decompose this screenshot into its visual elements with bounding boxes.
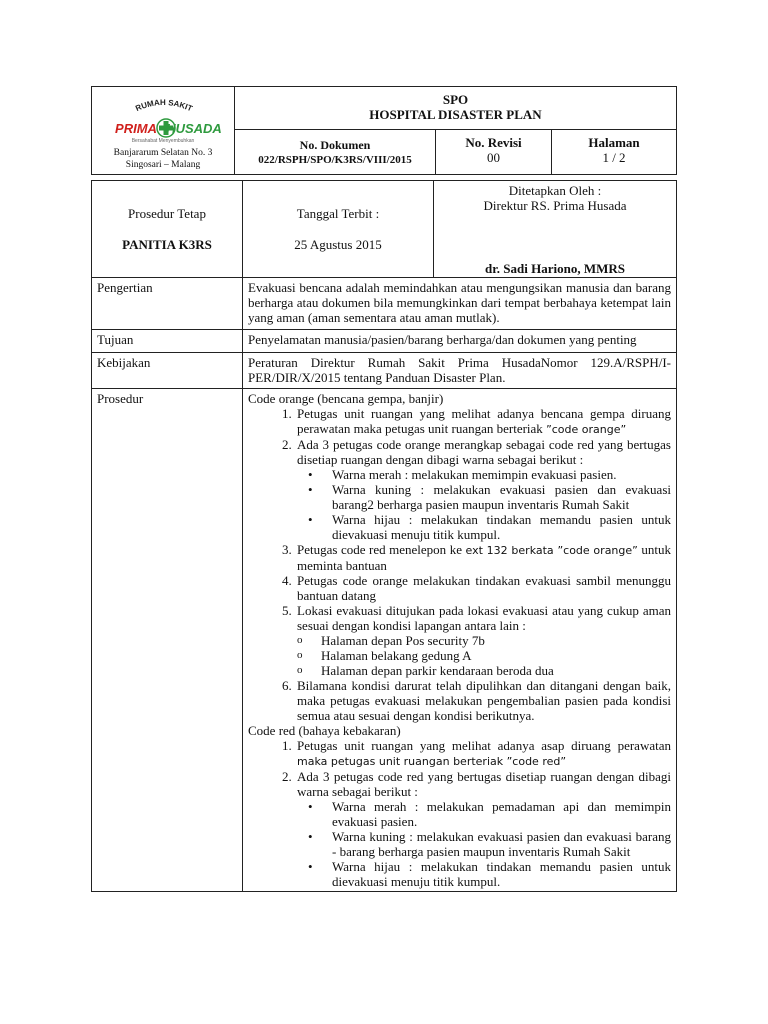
location-item: o Halaman depan Pos security 7b	[319, 633, 671, 648]
code-red-heading: Code red (bahaya kebakaran)	[248, 723, 401, 738]
list-item	[295, 437, 671, 542]
halaman-cell	[552, 130, 677, 175]
tanggal-value: 25 Agustus 2015	[294, 237, 382, 252]
logo-cell	[92, 87, 235, 175]
no-dokumen-cell	[235, 130, 436, 175]
tanggal-cell	[243, 181, 434, 278]
no-revisi-cell	[436, 130, 552, 175]
address-line-2: Singosari – Malang	[125, 160, 201, 170]
code-quote: ext 132 berkata ”code orange”	[465, 544, 638, 557]
list-item-text: Ada 3 petugas code orange merangkap sebagai code red yang bertugas disetiap ruangan dengan dibagi warna sebagai berikut :	[297, 437, 671, 467]
list-item: 6. Bilamana kondisi darurat telah dipulihkan dan ditangani dengan baik, maka petugas evakuasi melakukan pengembalian pasien pada kondisi semua atau sesuai dengan kondisi berikutnya.	[295, 678, 671, 723]
prosedur-label: Prosedur	[92, 389, 243, 892]
tujuan-label: Tujuan	[92, 330, 243, 353]
pengertian-label: Pengertian	[92, 278, 243, 330]
list-item	[295, 603, 671, 678]
logo-word-prima: PRIMA	[115, 121, 157, 136]
list-item-text: untuk meminta bantuan	[297, 542, 671, 573]
location-list	[297, 633, 671, 678]
kebijakan-label: Kebijakan	[92, 353, 243, 389]
meta-row	[92, 181, 677, 278]
code-quote: maka petugas unit ruangan berteriak ”code red”	[297, 755, 567, 768]
bullet-item: • Warna merah : melakukan pemadaman api dan memimpin evakuasi pasien.	[330, 799, 671, 829]
bullet-item: • Warna kuning : melakukan evakuasi pasien dan evakuasi barang2 berharga pasien maupun inventaris Rumah Sakit	[330, 482, 671, 512]
document-header	[91, 86, 677, 175]
hospital-logo	[102, 93, 224, 147]
doc-type: SPO	[442, 92, 469, 107]
list-item-text: Lokasi evakuasi ditujukan pada lokasi evakuasi atau yang cukup aman sesuai dengan kondisi lapangan antara lain :	[297, 603, 671, 633]
doc-title: HOSPITAL DISASTER PLAN	[369, 107, 542, 122]
ditetapkan-cell	[434, 181, 677, 278]
svg-text:RUMAH SAKIT	[134, 98, 194, 113]
no-revisi-label: No. Revisi	[465, 135, 522, 150]
bullet-item: • Warna hijau : melakukan tindakan memandu pasien untuk dievakuasi menuju titik kumpul.	[330, 512, 671, 542]
list-item: 4. Petugas code orange melakukan tindakan evakuasi sambil menunggu bantuan datang	[295, 573, 671, 603]
bullet-item: • Warna hijau : melakukan tindakan memandu pasien untuk dievakuasi menuju titik kumpul.	[330, 859, 671, 889]
bullet-item: • Warna kuning : melakukan evakuasi pasien dan evakuasi barang - barang berharga pasien maupun inventaris Rumah Sakit	[330, 829, 671, 859]
code-orange-list	[248, 406, 671, 723]
list-item-text: Petugas code red menelepon ke	[297, 542, 466, 557]
list-item-text: Ada 3 petugas code red yang bertugas disetiap ruangan dengan dibagi warna sebagai berikut :	[297, 769, 671, 799]
ditetapkan-value: Direktur RS. Prima Husada	[483, 198, 627, 213]
code-red-list	[248, 738, 671, 889]
halaman-value: 1 / 2	[602, 150, 626, 165]
list-item-text: Petugas unit ruangan yang melihat adanya bencana gempa diruang perawatan maka petugas unit ruangan berteriak	[297, 406, 671, 436]
panitia-label: PANITIA K3RS	[122, 237, 212, 252]
list-item	[295, 542, 671, 573]
no-dokumen-value: 022/RSPH/SPO/K3RS/VIII/2015	[258, 154, 412, 166]
code-quote: ”code orange”	[546, 423, 627, 436]
list-item	[295, 769, 671, 889]
color-role-list	[297, 467, 671, 542]
no-dokumen-label: No. Dokumen	[299, 138, 371, 152]
list-item-text: Petugas unit ruangan yang melihat adanya asap diruang perawatan	[297, 738, 671, 753]
halaman-label: Halaman	[588, 135, 640, 150]
location-item: o Halaman belakang gedung A	[319, 648, 671, 663]
color-role-list	[297, 799, 671, 889]
title-cell	[235, 87, 677, 130]
tanggal-label: Tanggal Terbit :	[296, 206, 380, 221]
code-orange-heading: Code orange (bencana gempa, banjir)	[248, 391, 444, 406]
procedure-table	[91, 180, 677, 892]
prosedur-tetap-cell	[92, 181, 243, 278]
pengertian-row	[92, 278, 677, 330]
prosedur-row	[92, 389, 677, 892]
bullet-item: • Warna merah : melakukan memimpin evakuasi pasien.	[330, 467, 671, 482]
ditetapkan-label: Ditetapkan Oleh :	[508, 183, 602, 198]
signatory-name: dr. Sadi Hariono, MMRS	[484, 261, 625, 276]
kebijakan-text: Peraturan Direktur Rumah Sakit Prima HusadaNomor 129.A/RSPH/I-PER/DIR/X/2015 tentang Panduan Disaster Plan.	[243, 353, 677, 389]
list-item	[295, 406, 671, 437]
prosedur-tetap-label: Prosedur Tetap	[128, 206, 206, 221]
pengertian-text: Evakuasi bencana adalah memindahkan atau mengungsikan manusia dan barang berharga atau dokumen bila memungkinkan dari tempat berbahaya ketempat lain yang aman (aman sementara atau aman mutlak).	[243, 278, 677, 330]
list-item	[295, 738, 671, 769]
tujuan-text: Penyelamatan manusia/pasien/barang berharga/dan dokumen yang penting	[243, 330, 677, 353]
tujuan-row	[92, 330, 677, 353]
kebijakan-row	[92, 353, 677, 389]
logo-tagline: Bersahabat Menyembuhkan	[131, 138, 195, 144]
prosedur-content	[243, 389, 677, 892]
address-line-1: Banjararum Selatan No. 3	[113, 148, 213, 158]
no-revisi-value: 00	[487, 150, 500, 165]
location-item: o Halaman depan parkir kendaraan beroda dua	[319, 663, 671, 678]
logo-arc-text: RUMAH SAKIT	[134, 97, 194, 114]
logo-word-husada: HUSADA	[166, 121, 222, 136]
